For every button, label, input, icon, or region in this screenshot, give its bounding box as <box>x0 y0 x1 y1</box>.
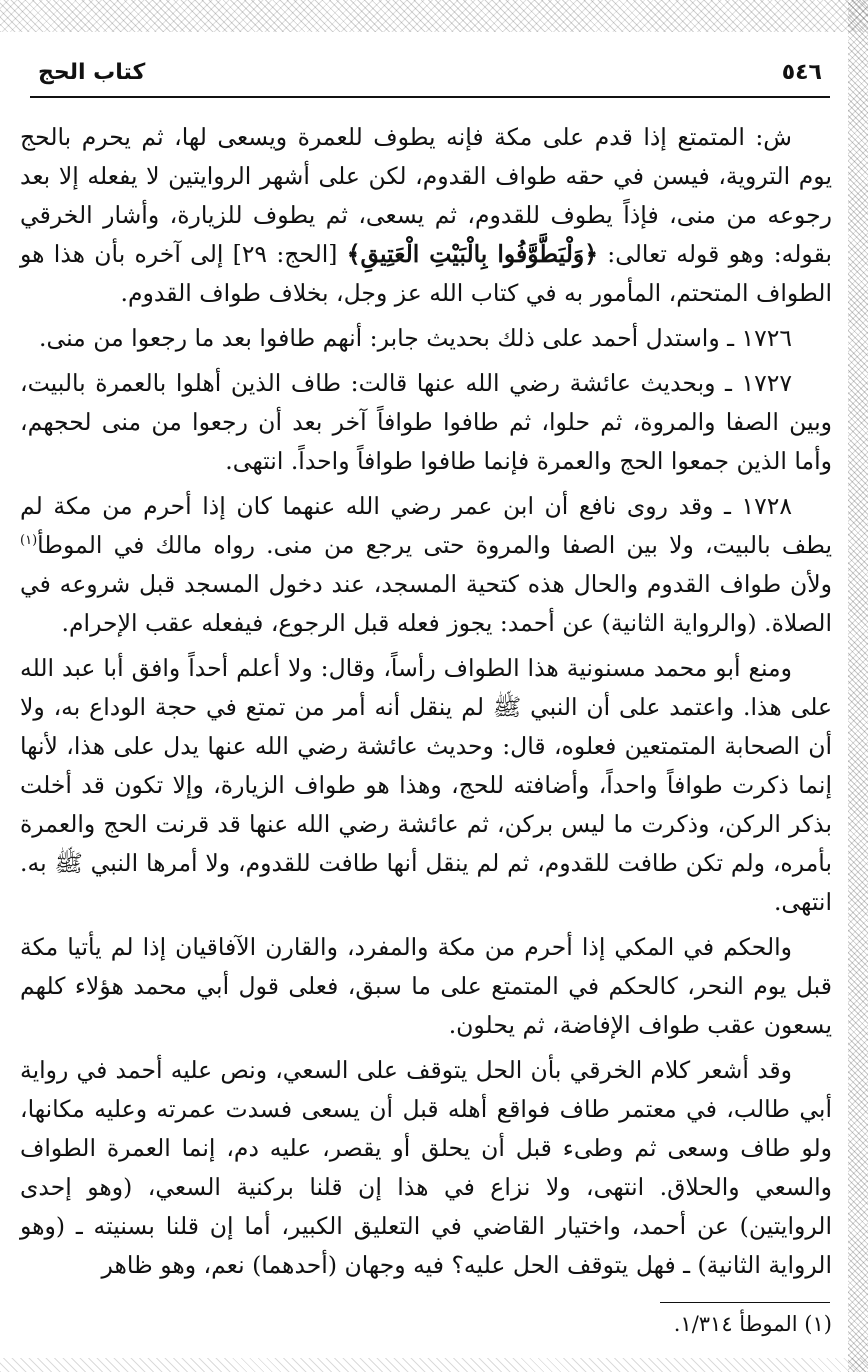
page-header <box>30 56 830 98</box>
paragraph-text: وقد أشعر كلام الخرقي بأن الحل يتوقف على السعي، ونص عليه أحمد في رواية أبي طالب، في معتمر طاف فواقع أهله قبل أن يسعى فسدت عمرته وعليه مكانها، ولو طاف وسعى ثم وطىء قبل أن يحلق أو يقصر، عليه دم، إنما العمرة الطواف والسعي والحلاق. انتهى، ولا نزاع في هذا إن قلنا بركنية السعي، (وهو إحدى الروايتين) عن أحمد، واختيار القاضي في التعليق الكبير، أما إن قلنا بسنيته ـ (وهو الرواية الثانية) ـ فهل يتوقف الحل عليه؟ فيه وجهان (أحدهما) نعم، وهو ظاهر <box>20 1056 832 1279</box>
page-edge-right <box>848 0 868 1372</box>
page-edge-bottom <box>0 1358 868 1372</box>
paragraph-text: [الحج: ٢٩] إلى آخره بأن هذا هو الطواف المتحتم، المأمور به في كتاب الله عز وجل، بخلاف طواف القدوم. <box>20 240 832 307</box>
footnotes <box>20 1308 832 1340</box>
paragraph-text: ولأن طواف القدوم والحال هذه كتحية المسجد، عند دخول المسجد قبل شروعه في الصلاة. (والرواية الثانية) عن أحمد: يجوز فعله قبل الرجوع، فيفعله عقب الإحرام. <box>20 570 832 637</box>
body-text <box>20 118 832 1291</box>
paragraph-text: ش: المتمتع إذا قدم على مكة فإنه يطوف للعمرة ويسعى لها، ثم يحرم بالحج يوم التروية، فيسن في حقه طواف القدوم، لكن على أشهر الروايتين لا يفعله إلا بعد رجوعه من منى، فإذاً يطوف للقدوم، ثم يسعى، ثم يطوف للزيارة، وأشار الخرقي بقوله: وهو قوله تعالى: <box>20 123 832 268</box>
paragraph-text: ١٧٢٨ ـ وقد روى نافع أن ابن عمر رضي الله عنهما كان إذا أحرم من مكة لم يطف بالبيت، ولا بين الصفا والمروة حتى يرجع من منى. رواه مالك في الموطأ <box>20 492 832 559</box>
footnote-ref: (١) <box>20 533 38 549</box>
paragraph-p4 <box>20 487 832 643</box>
paragraph-p3 <box>20 364 832 481</box>
page-edge-top <box>0 0 868 32</box>
paragraph-text: ومنع أبو محمد مسنونية هذا الطواف رأساً، وقال: ولا أعلم أحداً وافق أبا عبد الله على هذا. واعتمد على أن النبي ﷺ لم ينقل أنه أمر من تمتع في حجة الوداع به، ولا أن الصحابة المتمتعين فعلوه، قال: وحديث عائشة رضي الله عنها يدل على هذا، لأنها إنما ذكرت طوافاً واحداً، وأضافته للحج، وهذا هو طواف الزيارة، وإلا تكون قد أخلت بذكر الركن، وذكرت ما ليس بركن، ثم عائشة رضي الله عنها قد قرنت الحج والعمرة بأمره، ولم تكن طافت للقدوم، ثم لم ينقل أنها طافت للقدوم، ولا أمرها النبي ﷺ به. انتهى. <box>20 654 832 916</box>
footnote-item: (١) الموطأ ١/٣١٤. <box>673 1312 832 1336</box>
paragraph-p6 <box>20 928 832 1045</box>
paragraph-text: والحكم في المكي إذا أحرم من مكة والمفرد، والقارن الآفاقيان إذا لم يأتيا مكة قبل يوم النحر، كالحكم في المتمتع على ما سبق، فعلى قول أبي محمد هؤلاء كلهم يسعون عقب طواف الإفاضة، ثم يحلون. <box>20 933 832 1039</box>
paragraph-p5 <box>20 649 832 922</box>
running-title: كتاب الحج <box>38 60 146 85</box>
paragraph-p1 <box>20 118 832 313</box>
paragraph-text: ١٧٢٦ ـ واستدل أحمد على ذلك بحديث جابر: أنهم طافوا بعد ما رجعوا من منى. <box>39 324 792 352</box>
paragraph-p2 <box>20 319 832 358</box>
footnote-divider <box>660 1302 830 1303</box>
quran-quote: ﴿وَلْيَطَّوَّفُوا بِالْبَيْتِ الْعَتِيقِ﴾ <box>346 240 599 268</box>
paragraph-text: ١٧٢٧ ـ وبحديث عائشة رضي الله عنها قالت: طاف الذين أهلوا بالعمرة بالبيت، وبين الصفا والمروة، ثم حلوا، ثم طافوا طوافاً آخر بعد أن رجعوا من منى لحجهم، وأما الذين جمعوا الحج والعمرة فإنما طافوا طوافاً واحداً. انتهى. <box>20 369 832 475</box>
page-number: ٥٤٦ <box>781 60 822 85</box>
paragraph-p7 <box>20 1051 832 1285</box>
